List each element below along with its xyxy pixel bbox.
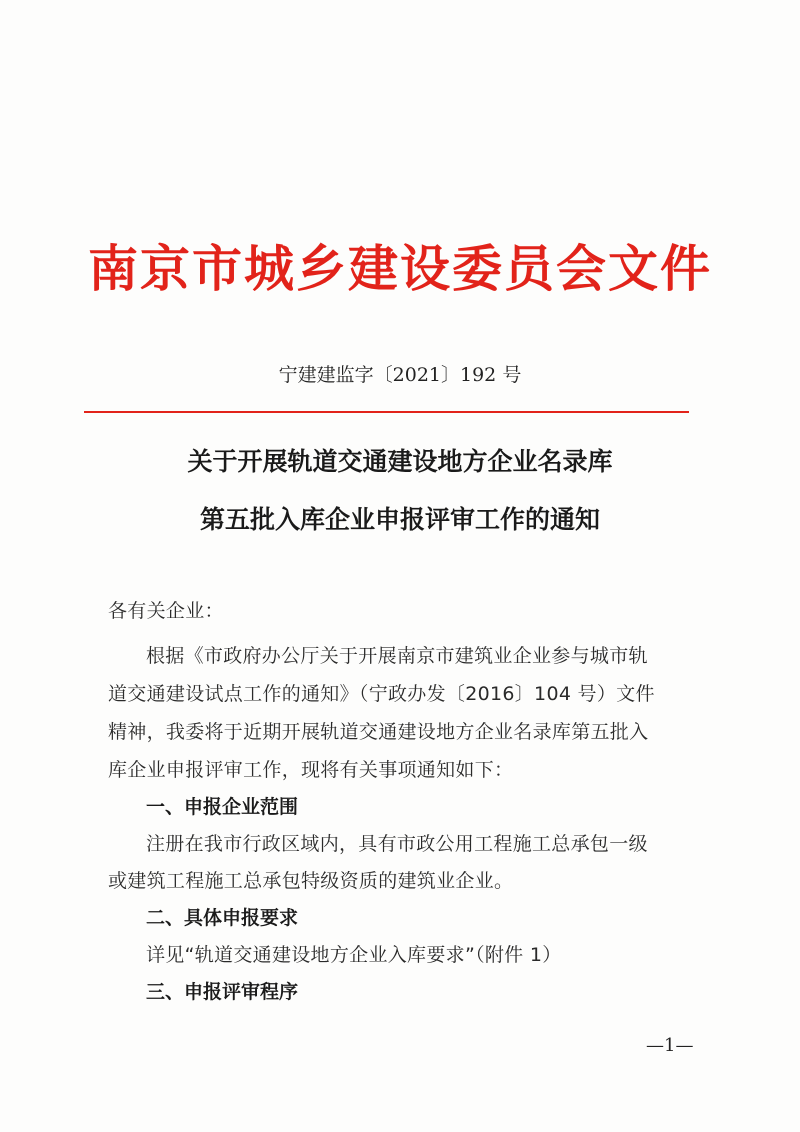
document-number: 宁建建监字〔2021〕192 号 xyxy=(278,364,522,386)
document-title-line-2: 第五批入库企业申报评审工作的通知 xyxy=(199,505,600,534)
section-2-text: 详见“轨道交通建设地方企业入库要求”（附件 1） xyxy=(146,944,562,966)
section-2-heading: 二、具体申报要求 xyxy=(146,907,299,929)
page-number: —1— xyxy=(646,1035,694,1056)
red-divider-rule xyxy=(84,411,689,413)
section-3-heading: 三、申报评审程序 xyxy=(146,981,299,1003)
paragraph-1-line-1: 根据《市政府办公厅关于开展南京市建筑业企业参与城市轨 xyxy=(146,645,648,667)
paragraph-1-line-3: 精神，我委将于近期开展轨道交通建设地方企业名录库第五批入 xyxy=(108,721,649,743)
paragraph-1-line-4: 库企业申报评审工作，现将有关事项通知如下： xyxy=(108,759,514,781)
section-1-text-line-2: 或建筑工程施工总承包特级资质的建筑业企业。 xyxy=(108,870,514,892)
issuer-header: 南京市城乡建设委员会文件 xyxy=(88,239,712,298)
document-title-line-1: 关于开展轨道交通建设地方企业名录库 xyxy=(187,447,613,476)
section-1-heading: 一、申报企业范围 xyxy=(146,796,299,818)
section-1-text-line-1: 注册在我市行政区域内，具有市政公用工程施工总承包一级 xyxy=(146,833,648,855)
salutation: 各有关企业： xyxy=(108,600,224,622)
paragraph-1-line-2: 道交通建设试点工作的通知》（宁政办发〔2016〕104 号）文件 xyxy=(108,683,655,705)
